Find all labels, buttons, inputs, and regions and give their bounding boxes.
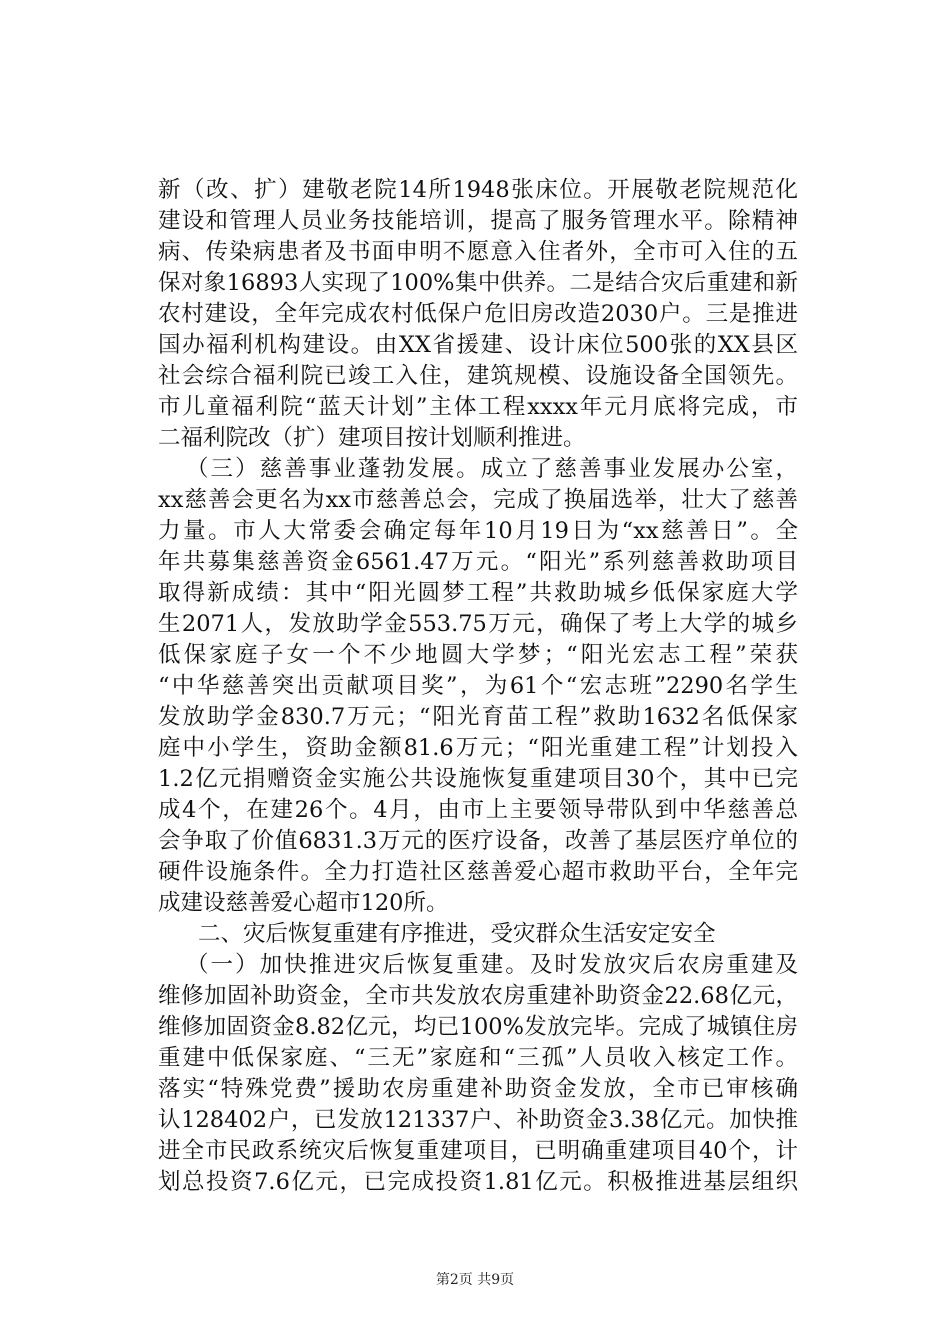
section-heading: 二、灾后恢复重建有序推进，受灾群众生活安定安全 [198, 921, 716, 947]
paragraph-line: 进全市民政系统灾后恢复重建项目，已明确重建项目40个，计 [158, 1138, 798, 1164]
paragraph-line: 落实“特殊党费”援助农房重建补助资金发放，全市已审核确 [158, 1076, 798, 1102]
paragraph-line: 1.2亿元捐赠资金实施公共设施恢复重建项目30个，其中已完 [158, 766, 798, 792]
paragraph-line: 新（改、扩）建敬老院14所1948张床位。开展敬老院规范化 [158, 177, 798, 203]
paragraph-line: 市儿童福利院“蓝天计划”主体工程xxxx年元月底将完成，市 [158, 394, 798, 420]
paragraph-line: 二福利院改（扩）建项目按计划顺利推进。 [158, 425, 586, 451]
paragraph-line: 庭中小学生，资助金额81.6万元；“阳光重建工程”计划投入 [158, 735, 798, 761]
paragraph-line: 发放助学金830.7万元；“阳光育苗工程”救助1632名低保家 [158, 704, 798, 730]
paragraph-line: 低保家庭子女一个不少地圆大学梦；“阳光宏志工程”荣获 [158, 642, 798, 668]
paragraph-line: 成4个，在建26个。4月，由市上主要领导带队到中华慈善总 [158, 797, 798, 823]
section-heading-line: （三）慈善事业蓬勃发展。成立了慈善事业发展办公室， [186, 456, 798, 482]
paragraph-line: 划总投资7.6亿元，已完成投资1.81亿元。积极推进基层组织 [158, 1169, 798, 1195]
paragraph-line: 力量。市人大常委会确定每年10月19日为“xx慈善日”。全 [158, 518, 798, 544]
paragraph-line: 维修加固资金8.82亿元，均已100%发放完毕。完成了城镇住房 [158, 1014, 798, 1040]
paragraph-line: 病、传染病患者及书面申明不愿意入住者外，全市可入住的五 [158, 239, 798, 265]
paragraph-line: 维修加固补助资金，全市共发放农房重建补助资金22.68亿元， [158, 983, 798, 1009]
paragraph-line: 重建中低保家庭、“三无”家庭和“三孤”人员收入核定工作。 [158, 1045, 798, 1071]
paragraph-line: 取得新成绩：其中“阳光圆梦工程”共救助城乡低保家庭大学 [158, 580, 798, 606]
paragraph-line: “中华慈善突出贡献项目奖”，为61个“宏志班”2290名学生 [158, 673, 798, 699]
section-heading-line: （一）加快推进灾后恢复重建。及时发放灾后农房重建及 [186, 952, 798, 978]
paragraph-line: 会争取了价值6831.3万元的医疗设备，改善了基层医疗单位的 [158, 828, 798, 854]
body-text [158, 175, 798, 1198]
paragraph-line: 硬件设施条件。全力打造社区慈善爱心超市救助平台，全年完 [158, 859, 798, 885]
paragraph-line: 农村建设，全年完成农村低保户危旧房改造2030户。三是推进 [158, 301, 798, 327]
paragraph-line: 生2071人，发放助学金553.75万元，确保了考上大学的城乡 [158, 611, 798, 637]
paragraph-line: xx慈善会更名为xx市慈善总会，完成了换届选举，壮大了慈善 [158, 487, 798, 513]
paragraph-line: 认128402户，已发放121337户、补助资金3.38亿元。加快推 [158, 1107, 798, 1133]
paragraph-line: 建设和管理人员业务技能培训，提高了服务管理水平。除精神 [158, 208, 798, 234]
paragraph-line: 年共募集慈善资金6561.47万元。“阳光”系列慈善救助项目 [158, 549, 798, 575]
paragraph-line: 保对象16893人实现了100%集中供养。二是结合灾后重建和新 [158, 270, 798, 296]
page-number-footer: 第2页 共9页 [435, 1272, 515, 1288]
paragraph-line: 国办福利机构建设。由XX省援建、设计床位500张的XX县区 [158, 332, 798, 358]
paragraph-line: 社会综合福利院已竣工入住，建筑规模、设施设备全国领先。 [158, 363, 798, 389]
paragraph-line: 成建设慈善爱心超市120所。 [158, 890, 449, 916]
